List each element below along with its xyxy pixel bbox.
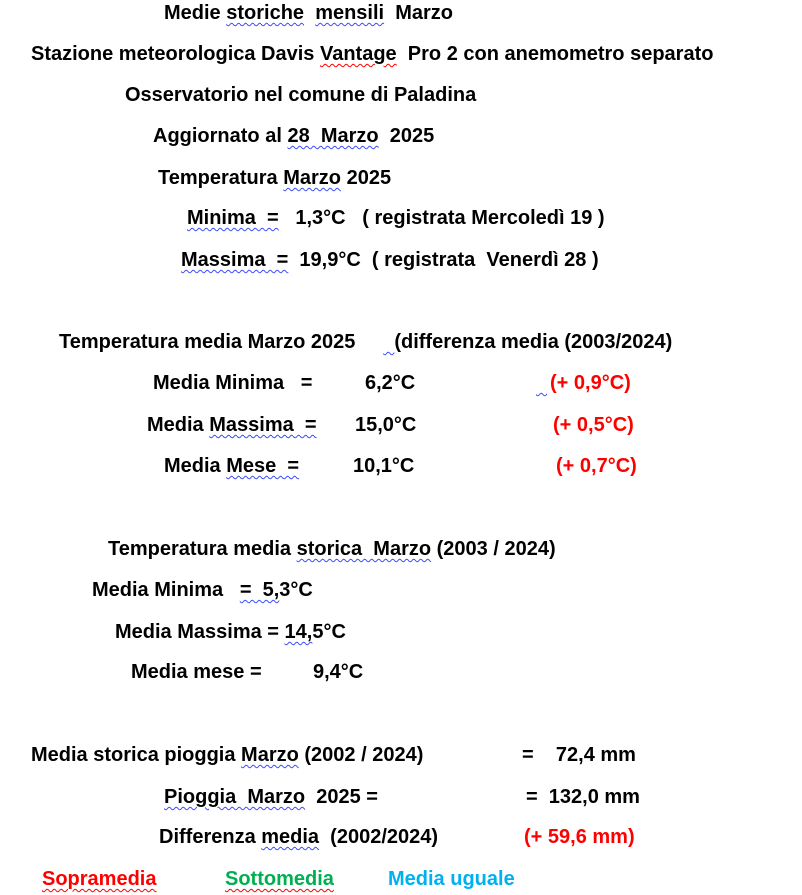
monthly-min-diff-value: (+ 0,9°C) bbox=[550, 372, 631, 394]
current-temp-heading: Temperatura Marzo 2025 bbox=[158, 167, 392, 189]
monthly-max-diff: (+ 0,5°C) bbox=[553, 414, 634, 436]
legend-above-average: Sopramedia bbox=[42, 868, 157, 890]
monthly-mean-heading: Temperatura media Marzo 2025 (differenza media (2003/2024) bbox=[59, 331, 673, 353]
historical-mean-value: 9,4°C bbox=[313, 661, 364, 683]
historical-mean-label: Media mese = bbox=[131, 661, 262, 683]
historical-min-line: Media Minima = 5,3°C bbox=[92, 579, 313, 601]
rain-historical-value: = 72,4 mm bbox=[522, 744, 636, 766]
historical-max-line: Media Massima = 14,5°C bbox=[115, 621, 346, 643]
rain-current-label: Pioggia Marzo 2025 = bbox=[164, 786, 378, 808]
historical-heading: Temperatura media storica Marzo (2003 / 2024) bbox=[108, 538, 556, 560]
monthly-max-value: 15,0°C bbox=[355, 414, 417, 436]
legend-equal-average: Media uguale bbox=[388, 868, 515, 890]
station-line: Stazione meteorologica Davis Vantage Pro 2 con anemometro separato bbox=[31, 43, 714, 65]
updated-line: Aggiornato al 28 Marzo 2025 bbox=[153, 125, 435, 147]
monthly-mean-label: Media Mese = bbox=[164, 455, 300, 477]
monthly-min-label: Media Minima = bbox=[153, 372, 313, 394]
current-min-line: Minima = 1,3°C ( registrata Mercoledì 19 ) bbox=[187, 207, 605, 229]
rain-current-value: = 132,0 mm bbox=[526, 786, 640, 808]
rain-difference-value: (+ 59,6 mm) bbox=[524, 826, 635, 848]
monthly-mean-diff: (+ 0,7°C) bbox=[556, 455, 637, 477]
monthly-min-value: 6,2°C bbox=[365, 372, 416, 394]
rain-difference-label: Differenza media (2002/2024) bbox=[159, 826, 439, 848]
observatory-line: Osservatorio nel comune di Paladina bbox=[125, 84, 477, 106]
legend-below-average: Sottomedia bbox=[225, 868, 334, 890]
page-title: Medie storiche mensili Marzo bbox=[164, 2, 454, 24]
rain-historical-label: Media storica pioggia Marzo (2002 / 2024) bbox=[31, 744, 424, 766]
monthly-min-diff bbox=[536, 371, 547, 395]
monthly-max-label: Media Massima = bbox=[147, 414, 317, 436]
monthly-mean-value: 10,1°C bbox=[353, 455, 415, 477]
current-max-line: Massima = 19,9°C ( registrata Venerdì 28 ) bbox=[181, 249, 599, 271]
